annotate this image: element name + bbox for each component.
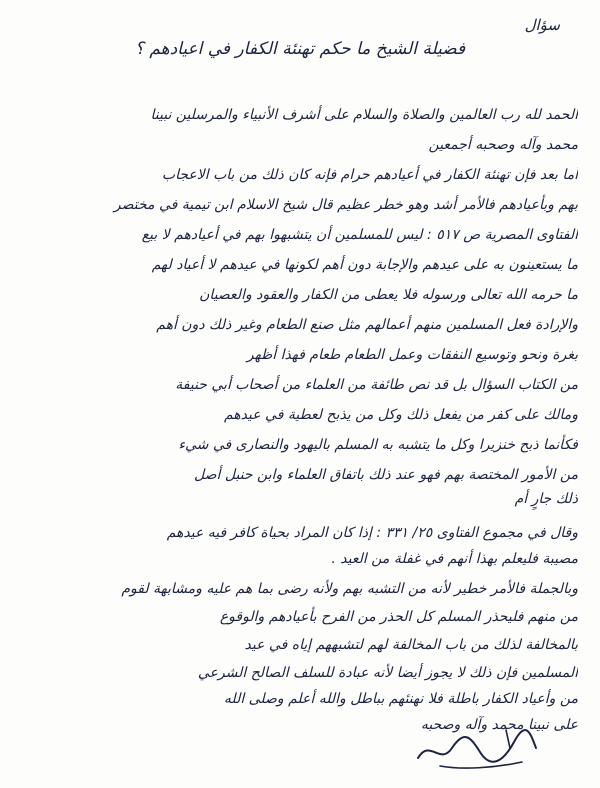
body-line-9: بغرة ونحو وتوسيع النفقات وعمل الطعام طعام فهذا أظهر [246, 347, 578, 363]
handwritten-signature [410, 718, 540, 778]
body-line-4: بهم وبأعيادهم فالأمر أشد وهو خطر عظيم قال شيخ الاسلام ابن تيمية في مختصر [113, 197, 578, 213]
body-line-22: على نبينا محمد وآله وصحبه [420, 717, 578, 733]
body-line-20: المسلمين فإن ذلك لا يجوز أيضا لأنه عبادة للسلف الصالح الشرعي [197, 665, 578, 681]
question-text: فضيلة الشيخ ما حكم تهنئة الكفار في اعيادهم ؟ [134, 39, 466, 59]
body-line-7: ما حرمه الله تعالى ورسوله فلا يعطى من الكفار والعقود والعصيان [199, 287, 578, 303]
body-line-3: أما بعد فإن تهنئة الكفار في أعيادهم حرام فإنه كان ذلك من باب الاعجاب [161, 167, 578, 183]
body-line-6: ما يستعينون به على عيدهم والإجابة دون أهم لكونها في عيدهم لا أعياد لهم [151, 257, 578, 273]
body-line-18: من منهم فليحذر المسلم كل الحذر من الفرح بأعيادهم والوقوع [219, 609, 578, 625]
body-line-16: مصيبة فليعلم بهذا أنهم في غفلة من العيد . [331, 551, 578, 567]
body-line-13: من الأمور المختصة بهم فهو عند ذلك باتفاق العلماء وابن حنبل أصل [194, 467, 578, 483]
body-line-15: وقال في مجموع الفتاوى ٢٥/ ٣٣١ : إذا كان المراد بحياة كافر فيه عيدهم [166, 525, 578, 541]
body-line-11: ومالك على كفر من يفعل ذلك وكل من يذبح لعطية في عيدهم [223, 407, 578, 423]
body-line-14: ذلك جارٍ أم [514, 491, 578, 507]
body-line-1: الحمد لله رب العالمين والصلاة والسلام على أشرف الأنبياء والمرسلين نبينا [150, 107, 578, 123]
body-line-8: والإرادة فعل المسلمين منهم أعمالهم مثل صنع الطعام وغير ذلك دون أهم [156, 317, 578, 333]
body-line-5: الفتاوى المصرية ص ٥١٧ : ليس للمسلمين أن يتشبهوا بهم في أعيادهم لا بيع [141, 227, 578, 243]
body-line-10: من الكتاب السؤال بل قد نص طائفة من العلماء من أصحاب أبي حنيفة [175, 377, 578, 393]
body-line-2: محمد وآله وصحبه أجمعين [428, 137, 578, 153]
body-line-12: فكأنما ذبح خنزيرا وكل ما يتشبه به المسلم باليهود والنصارى في شيء [178, 437, 578, 453]
body-line-21: من وأعياد الكفار باطلة فلا نهنئهم بباطل والله أعلم وصلى الله [223, 691, 578, 707]
body-line-19: بالمخالفة لذلك من باب المخالفة لهم لتشبههم إياه في عيد [244, 637, 578, 653]
question-label: سؤال [524, 16, 560, 34]
body-line-17: وبالجملة فالأمر خطير لأنه من التشبه بهم ولأنه رضى بما هم عليه ومشابهة لقوم [121, 581, 578, 597]
